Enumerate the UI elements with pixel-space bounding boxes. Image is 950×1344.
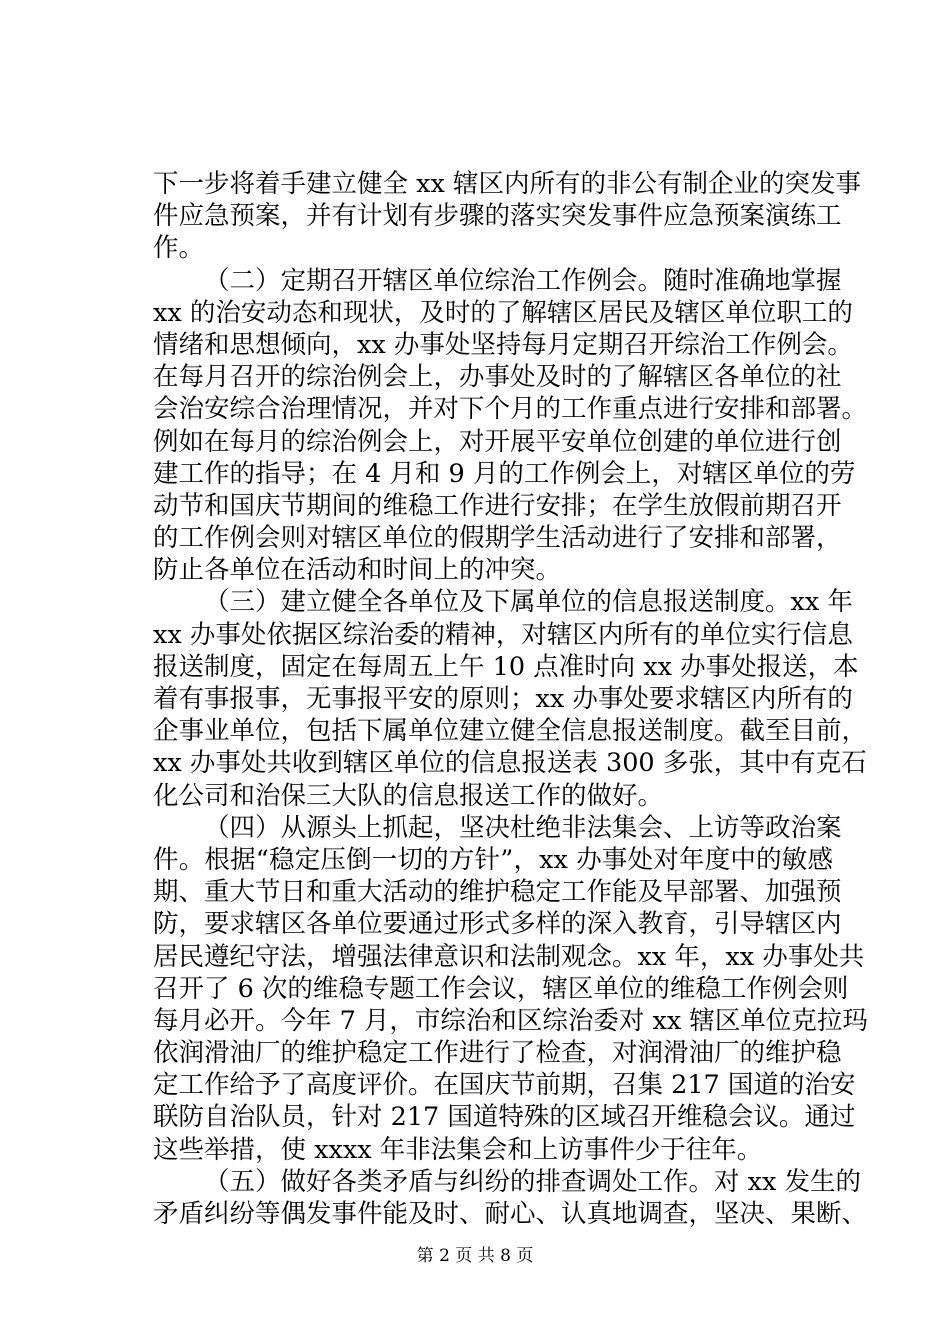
text-line: 动节和国庆节期间的维稳工作进行安排；在学生放假前期召开 [153, 490, 842, 521]
text-line: 防止各单位在活动和时间上的冲突。 [153, 555, 562, 586]
text-line: 每月必开。今年 7 月，市综治和区综治委对 xx 辖区单位克拉玛 [153, 1005, 868, 1036]
text-line: 矛盾纠纷等偶发事件能及时、耐心、认真地调查，坚决、果断、 [153, 1199, 868, 1229]
paragraph-start-line: （五）做好各类矛盾与纠纷的排查调处工作。对 xx 发生的 [204, 1166, 861, 1197]
paragraph-start-line: （三）建立健全各单位及下属单位的信息报送制度。xx 年 [204, 587, 853, 618]
text-line: 期、重大节日和重大活动的维护稳定工作能及早部署、加强预 [153, 877, 842, 908]
text-line: 着有事报事，无事报平安的原则；xx 办事处要求辖区内所有的 [153, 684, 853, 714]
text-line: 定工作给予了高度评价。在国庆节前期，召集 217 国道的治安 [153, 1070, 856, 1101]
paragraph-start-line: （二）定期召开辖区单位综治工作例会。随时准确地掌握 [204, 265, 842, 296]
paragraph-start-line: （四）从源头上抓起，坚决杜绝非法集会、上访等政治案 [204, 812, 842, 843]
document-body [153, 168, 868, 1230]
text-line: 化公司和治保三大队的信息报送工作的做好。 [153, 780, 664, 811]
text-line: xx 办事处依据区综治委的精神，对辖区内所有的单位实行信息 [153, 619, 853, 650]
text-line: 依润滑油厂的维护稳定工作进行了检查，对润滑油厂的维护稳 [153, 1038, 842, 1069]
text-line: 例如在每月的综治例会上，对开展平安单位创建的单位进行创 [153, 426, 842, 457]
text-line: 情绪和思想倾向，xx 办事处坚持每月定期召开综治工作例会。 [153, 329, 853, 360]
text-line: 这些举措，使 xxxx 年非法集会和上访事件少于往年。 [153, 1134, 763, 1165]
text-line: 件。根据“稳定压倒一切的方针”，xx 办事处对年度中的敏感 [153, 844, 833, 875]
text-line: 召开了 6 次的维稳专题工作会议，辖区单位的维稳工作例会则 [153, 973, 849, 1004]
text-line: 在每月召开的综治例会上，办事处及时的了解辖区各单位的社 [153, 362, 842, 393]
text-line: 件应急预案，并有计划有步骤的落实突发事件应急预案演练工 [153, 201, 842, 232]
page-number-footer: 第 2 页 共 8 页 [416, 1246, 534, 1266]
text-line: 建工作的指导；在 4 月和 9 月的工作例会上，对辖区单位的劳 [153, 458, 856, 489]
text-line: 企事业单位，包括下属单位建立健全信息报送制度。截至目前， [153, 716, 868, 747]
text-line: 联防自治队员，针对 217 国道特殊的区域召开维稳会议。通过 [153, 1102, 856, 1133]
text-line: xx 的治安动态和现状，及时的了解辖区居民及辖区单位职工的 [153, 297, 853, 328]
text-line: 防，要求辖区各单位要通过形式多样的深入教育，引导辖区内 [153, 909, 842, 940]
text-line: 居民遵纪守法，增强法律意识和法制观念。xx 年，xx 办事处共 [153, 941, 865, 972]
text-line: 的工作例会则对辖区单位的假期学生活动进行了安排和部署， [153, 523, 842, 554]
text-line: 作。 [153, 233, 205, 264]
text-line: xx 办事处共收到辖区单位的信息报送表 300 多张，其中有克石 [153, 748, 867, 779]
text-line: 报送制度，固定在每周五上午 10 点准时向 xx 办事处报送，本 [153, 651, 859, 682]
text-line: 会治安综合治理情况，并对下个月的工作重点进行安排和部署。 [153, 394, 868, 425]
text-line: 下一步将着手建立健全 xx 辖区内所有的非公有制企业的突发事 [153, 169, 861, 199]
